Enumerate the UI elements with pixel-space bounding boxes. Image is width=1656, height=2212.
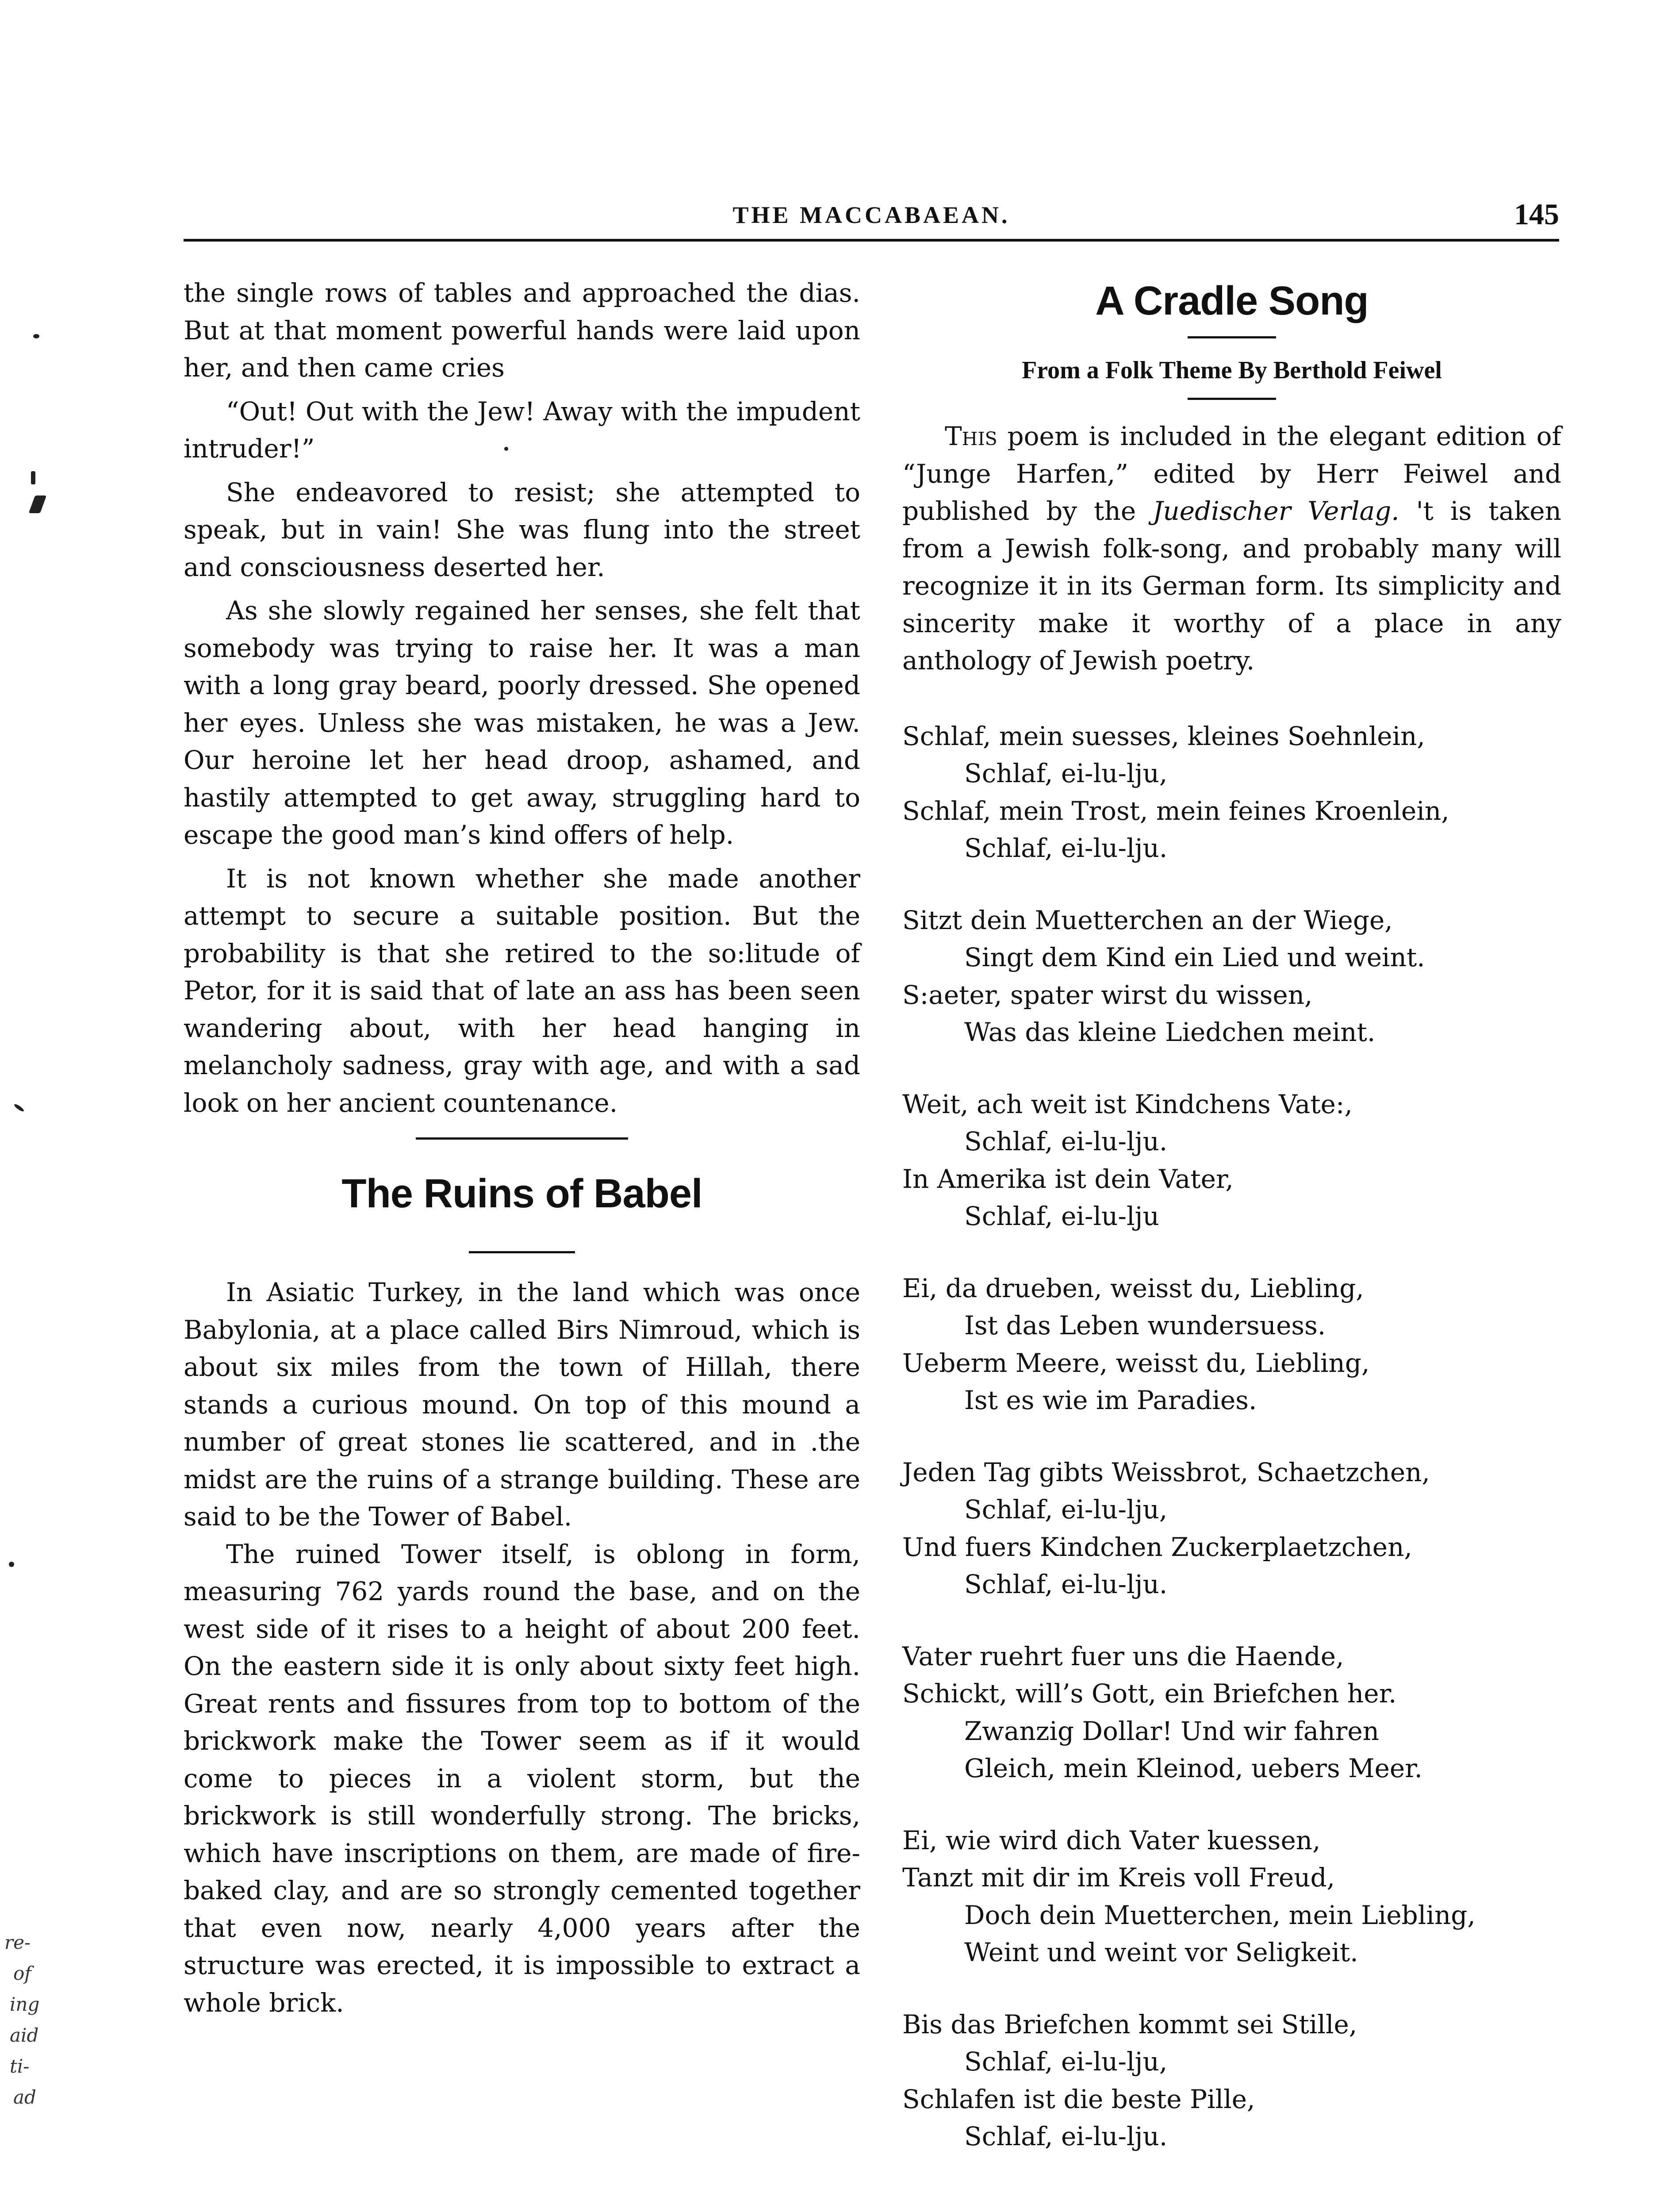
verse-line: Was das kleine Liedchen meint. [964,1017,1376,1047]
verse-line: S:aeter, spater wirst du wissen, [902,979,1313,1010]
verse-line: Ei, da drueben, weisst du, Liebling, [902,1273,1364,1303]
verse-line: Jeden Tag gibts Weissbrot, Schaetzchen, [902,1457,1430,1487]
cradle-song-subtitle: From a Folk Theme By Berthold Feiwel [1022,357,1442,384]
margin-fragment: re- [4,1932,31,1953]
ink-speck [9,1562,14,1567]
verse-line: Und fuers Kindchen Zuckerplaetzchen, [902,1532,1412,1562]
verse-line: Weit, ach weit ist Kindchens Vate:, [902,1089,1353,1119]
verse-line: Bis das Briefchen kommt sei Stille, [902,2009,1357,2039]
cradle-song-title: A Cradle Song [1095,278,1368,323]
verse-line: Doch dein Muetterchen, mein Liebling, [964,1900,1476,1930]
verse-line: Ist das Leben wundersuess. [964,1310,1326,1340]
header-rule [184,239,1559,242]
continued-paragraph: the single rows of tables and approached the dias. But at that moment powerful hands were laid upon her, and then came cries [184,278,860,383]
verse-line: Schlaf, ei-lu-lju, [964,758,1168,788]
ink-speck [13,1103,25,1112]
verse-line: Schlaf, ei-lu-lju [964,1201,1159,1231]
running-title: THE MACCABAEAN. [732,202,1010,228]
running-header [184,197,1559,237]
verse-line: Singt dem Kind ein Lied und weint. [964,942,1425,972]
page-number: 145 [1514,197,1559,231]
stanza [902,1822,1561,1971]
babel-article-title: The Ruins of Babel [341,1171,702,1216]
stanza [902,718,1561,867]
ink-speck [31,471,35,484]
continued-paragraph: As she slowly regained her senses, she felt that somebody was trying to raise her. It was a man with a long gray beard, poorly dressed. She opened her eyes. Unless she was mistaken, he was a Jew. Our heroine let her head droop, ashamed, and hastily attempted to get away, struggling hard to escape the good man’s kind offers of help. [184,595,860,850]
cradle-song-intro [902,418,1561,680]
verse-line: Schlaf, mein Trost, mein feines Kroenlein, [902,795,1449,826]
margin-fragment: of [13,1962,31,1984]
ink-speck [504,447,508,451]
stanza [902,1270,1561,1419]
verse-line: Schlafen ist die beste Pille, [902,2084,1255,2114]
verse-line: Zwanzig Dollar! Und wir fahren [964,1716,1380,1746]
verse-line: Ei, wie wird dich Vater kuessen, [902,1825,1321,1855]
stanza [902,2006,1561,2155]
continued-paragraph: It is not known whether she made another attempt to secure a suitable position. But the probability is that she retired to the so:litude of Petor, for it is said that of late an ass has been seen wandering about, with her head hanging in melancholy sadness, gray with age, and with a sad look on her ancient countenance. [184,863,860,1118]
verse-line: Schlaf, ei-lu-lju. [964,833,1168,863]
intro-text: poem is included in the elegant edition of “Junge Harfen,” edited by Herr Feiwel and published by the [902,421,1561,526]
verse-line: Tanzt mit dir im Kreis voll Freud, [902,1863,1335,1893]
verse-line: Ueberm Meere, weisst du, Liebling, [902,1348,1370,1378]
verse-line: Weint und weint vor Seligkeit. [964,1937,1358,1967]
verse-line: Schlaf, mein suesses, kleines Soehnlein, [902,721,1425,751]
babel-paragraph: In Asiatic Turkey, in the land which was once Babylonia, at a place called Birs Nimroud, which is about six miles from the town of Hillah, there stands a curious mound. On top of this mound a number of great stones lie scattered, and in .the midst are the ruins of a strange building. These are said to be the Tower of Babel. [184,1277,860,1532]
stanza [902,1086,1561,1235]
intro-lead-word: This [945,421,997,451]
continued-paragraph: She endeavored to resist; she attempted to speak, but in vain! She was flung into the street and consciousness deserted her. [184,477,860,582]
stanza [902,1454,1561,1603]
ink-speck [33,334,39,338]
margin-fragment: ing [10,1993,40,2015]
verse-line: Ist es wie im Paradies. [964,1385,1257,1415]
verse-line: Schlaf, ei-lu-lju. [964,1569,1168,1599]
left-column [184,274,860,2021]
verse-line: Sitzt dein Muetterchen an der Wiege, [902,905,1393,935]
right-column [902,274,1561,2155]
babel-paragraph: The ruined Tower itself, is oblong in form, measuring 762 yards round the base, and on the west side of it rises to a height of about 200 feet. On the eastern side it is only about sixty feet high. Great rents and fissures from top to bottom of the brickwork make the Tower seem as if it would come to pieces in a violent storm, but the brickwork is still wonderfully strong. The bricks, which have inscriptions on them, are made of fire-baked clay, and are so strongly cemented together that even now, nearly 4,000 years after the structure was erected, it is impossible to extract a whole brick. [184,1539,860,2018]
verse-line: Schlaf, ei-lu-lju, [964,1494,1168,1525]
verse-line: Schickt, will’s Gott, ein Briefchen her. [902,1678,1397,1709]
margin-fragment: ti- [10,2055,30,2077]
verse-line: Schlaf, ei-lu-lju. [964,2121,1168,2151]
verse-line: Vater ruehrt fuer uns die Haende, [902,1641,1344,1671]
stanza [902,1638,1561,1787]
verse-line: Schlaf, ei-lu-lju. [964,1126,1168,1156]
publisher-name: Juedischer Verlag. [1153,496,1399,526]
verse-line: Schlaf, ei-lu-lju, [964,2047,1168,2077]
intro-text: 't is taken from a Jewish folk-song, and probably many will recognize it in its German form. Its simplicity and sincerity make it worthy of a place in any anthology of Jewish poetry. [902,496,1561,676]
margin-fragment: aid [10,2024,39,2046]
poem [902,718,1561,2155]
ink-speck [29,495,47,513]
margin-fragment: ad [13,2086,36,2108]
stanza [902,902,1561,1051]
verse-line: In Amerika ist dein Vater, [902,1164,1234,1194]
continued-paragraph: “Out! Out with the Jew! Away with the impudent intruder!” [184,396,860,464]
verse-line: Gleich, mein Kleinod, uebers Meer. [964,1753,1423,1783]
